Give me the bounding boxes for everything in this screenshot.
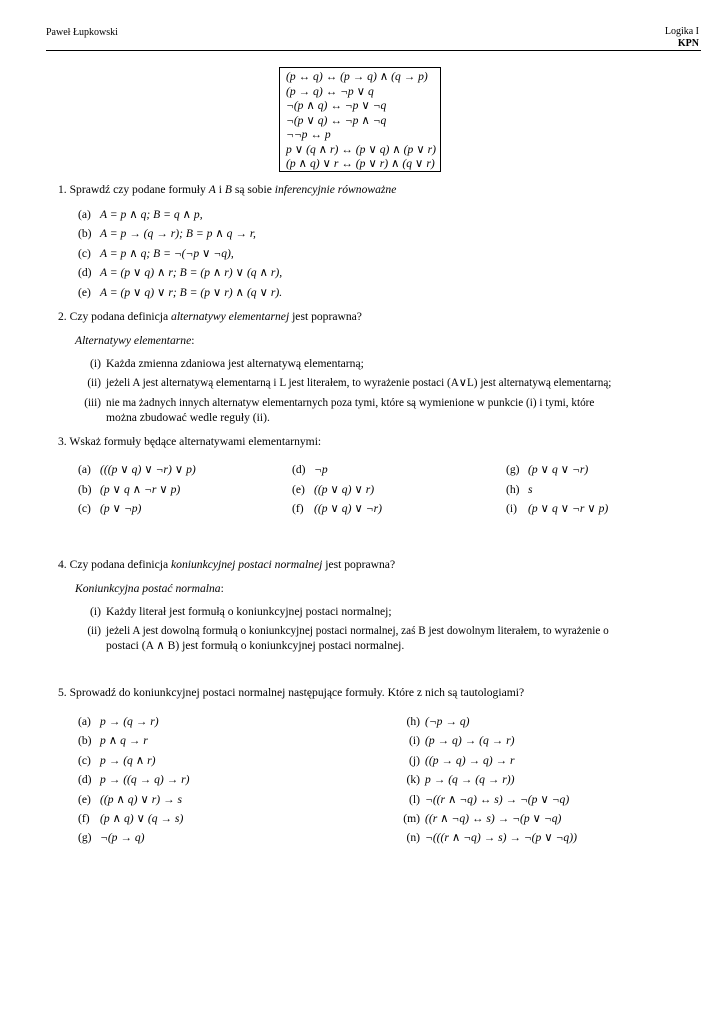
list-item: (i) Każda zmienna zdaniowa jest alternatywą elementarną; [90, 357, 364, 370]
author-name: Paweł Łupkowski [46, 27, 118, 38]
law-line: (p ↔ q) ↔ (p → q) ∧ (q → p) [286, 70, 428, 83]
list-item: (a) p → (q → r) [78, 715, 159, 728]
list-item: (b) A = p → (q → r); B = p ∧ q → r, [78, 227, 256, 240]
course-code: KPN [677, 38, 699, 49]
law-line: p ∨ (q ∧ r) ↔ (p ∨ q) ∧ (p ∨ r) [286, 142, 436, 156]
question-emphasis: alternatywy elementarnej [171, 310, 290, 323]
list-item: (e) ((p ∧ q) ∨ r) → s [78, 793, 183, 806]
list-item: (b) p ∧ q → r [78, 734, 148, 747]
law-line: ¬(p ∨ q) ↔ ¬p ∧ ¬q [286, 113, 387, 127]
question-number: 2. [58, 310, 67, 323]
list-item: (m) ((r ∧ ¬q) ↔ s) → ¬(p ∨ ¬q) [403, 812, 562, 825]
list-item: (d) ¬p [292, 463, 328, 476]
list-item-continuation: można zbudować wedle reguły (ii). [106, 411, 270, 424]
question-number: 3. [58, 435, 67, 448]
question-emphasis: koniunkcyjnej postaci normalnej [171, 558, 323, 571]
question-4: 4. Czy podana definicja koniunkcyjnej postaci normalnej jest poprawna? [58, 558, 396, 571]
list-item: (g) ¬(p → q) [78, 831, 145, 844]
list-item: (c) p → (q ∧ r) [78, 754, 156, 767]
list-item: (k) p → (q → (q → r)) [406, 773, 515, 786]
question-number: 5. [58, 686, 67, 699]
list-item-continuation: postaci (A ∧ B) jest formułą o koniunkcyjnej postaci normalnej. [106, 639, 405, 652]
list-item: (j) ((p → q) → q) → r [409, 754, 515, 767]
list-item: (e) ((p ∨ q) ∨ r) [292, 483, 375, 496]
definition-title: Koniunkcyjna postać normalna: [75, 582, 224, 595]
question-2: 2. Czy podana definicja alternatywy elementarnej jest poprawna? [58, 310, 362, 323]
list-item: (c) (p ∨ ¬p) [78, 502, 142, 515]
law-line: ¬(p ∧ q) ↔ ¬p ∨ ¬q [286, 99, 387, 112]
law-line: (p ∧ q) ∨ r ↔ (p ∨ r) ∧ (q ∨ r) [286, 157, 435, 170]
list-item: (d) p → ((q → q) → r) [78, 773, 190, 786]
list-item: (f) ((p ∨ q) ∨ ¬r) [292, 502, 382, 515]
list-item: (l) ¬((r ∧ ¬q) ↔ s) → ¬(p ∨ ¬q) [409, 793, 570, 806]
list-item: (c) A = p ∧ q; B = ¬(¬p ∨ ¬q), [78, 247, 234, 260]
question-number: 1. [58, 183, 67, 196]
list-item: (i) Każdy literał jest formułą o koniunkcyjnej postaci normalnej; [90, 605, 392, 618]
question-1: 1. Sprawdź czy podane formuły A i B są sobie inferencyjnie równoważne [58, 183, 397, 196]
laws-box [279, 67, 441, 172]
list-item: (f) (p ∧ q) ∨ (q → s) [78, 812, 184, 825]
course-name: Logika I [664, 26, 699, 37]
question-5: 5. Sprowadź do koniunkcyjnej postaci normalnej następujące formuły. Które z nich są tautologiami? [58, 686, 525, 699]
question-emphasis: inferencyjnie równoważne [274, 183, 397, 196]
list-item: (iii) nie ma żadnych innych alternatyw elementarnych poza tymi, które są wymienione w punkcie (i) i tymi, które [84, 397, 595, 409]
list-item: (g) (p ∨ q ∨ ¬r) [506, 463, 589, 476]
question-text: Sprawdź czy podane formuły [69, 183, 209, 196]
definition-title: Alternatywy elementarne: [75, 334, 195, 347]
header-rule [46, 50, 701, 51]
list-item: (h) (¬p → q) [406, 715, 470, 728]
list-item: (e) A = (p ∨ q) ∨ r; B = (p ∨ r) ∧ (q ∨ r). [78, 286, 283, 299]
list-item: (i) (p ∨ q ∨ ¬r ∨ p) [506, 502, 609, 515]
list-item: (h) s [506, 483, 533, 496]
question-3: 3. Wskaż formuły będące alternatywami elementarnymi: [58, 435, 322, 448]
course-info [665, 26, 699, 50]
law-line: (p → q) ↔ ¬p ∨ q [286, 84, 374, 98]
law-line: ¬¬p ↔ p [286, 128, 331, 141]
list-item: (ii) jeżeli A jest alternatywą elementarną i L jest literałem, to wyrażenie postaci (A∨L) jest alternatywą elementarną; [87, 377, 612, 389]
list-item: (ii) jeżeli A jest dowolną formułą o koniunkcyjnej postaci normalnej, zaś B jest dowolnym literałem, to wyrażenie o [87, 625, 609, 637]
list-item: (a) A = p ∧ q; B = q ∧ p, [78, 208, 203, 221]
list-item: (b) (p ∨ q ∧ ¬r ∨ p) [78, 483, 181, 496]
list-item: (i) (p → q) → (q → r) [409, 734, 515, 747]
question-number: 4. [58, 558, 67, 571]
list-item: (d) A = (p ∨ q) ∧ r; B = (p ∧ r) ∨ (q ∧ r), [78, 266, 283, 279]
list-item: (a) (((p ∨ q) ∨ ¬r) ∨ p) [78, 463, 196, 476]
list-item: (n) ¬(((r ∧ ¬q) → s) → ¬(p ∨ ¬q)) [406, 831, 577, 844]
